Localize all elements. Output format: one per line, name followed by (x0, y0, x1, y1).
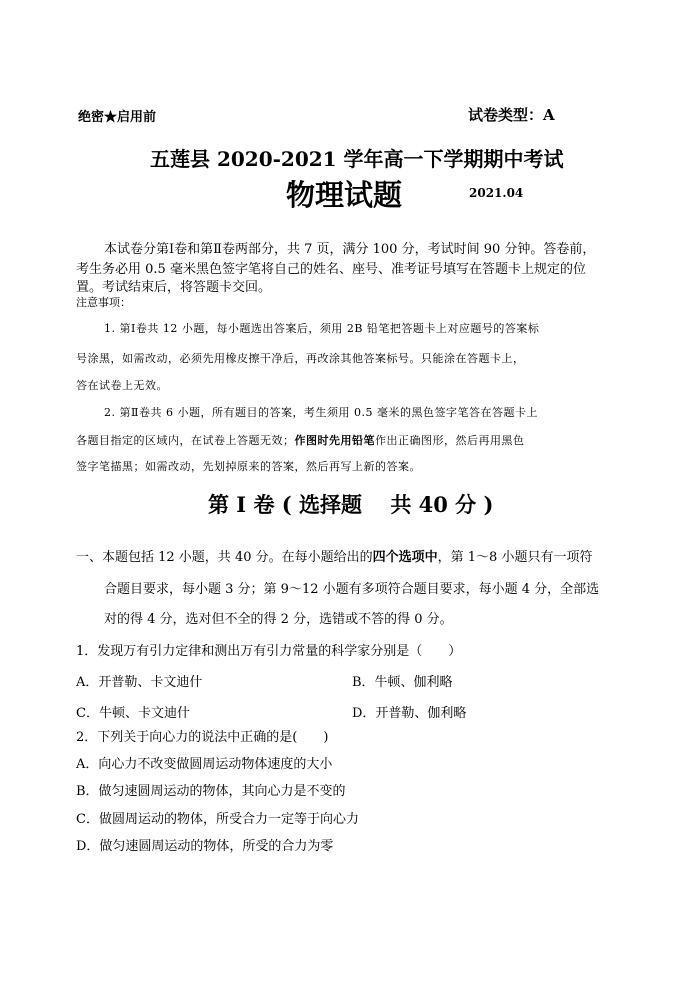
option-a: A．向心力不改变做圆周运动物体速度的大小 (76, 757, 333, 772)
notice-item-1-line-1: 1. 第Ⅰ卷共 12 小题，每小题选出答案后，须用 2B 铅笔把答题卡上对应题号的答案标 (104, 322, 540, 335)
option-b: B．牛顿、伽利略 (352, 675, 453, 690)
notice-item-2-text-c: 作出正确图形，然后再用黑色 (375, 434, 525, 447)
intro-line-1: 本试卷分第Ⅰ卷和第Ⅱ卷两部分，共 7 页，满分 100 分，考试时间 90 分钟。答卷前， (104, 242, 596, 257)
option-c: C．牛顿、卡文迪什 (76, 706, 190, 721)
intro-line-2: 考生务必用 0.5 毫米黑色签字笔将自己的姓名、座号、准考证号填写在答题卡上规定的位 (76, 262, 586, 277)
notice-item-1-line-3: 答在试卷上无效。 (76, 379, 168, 392)
section-title: 第 I 卷 ( 选择题 共 40 分 ) (208, 492, 494, 517)
instr-emphasis: 四个选项中 (372, 550, 438, 565)
instr-line-1-c: ，第 1～8 小题只有一项符 (437, 550, 593, 565)
exam-title: 五莲县 2020-2021 学年高一下学期期中考试 (150, 147, 564, 171)
secret-label: 绝密★启用前 (78, 110, 157, 125)
instr-line-3: 对的得 4 分，选对但不全的得 2 分，选错或不答的得 0 分。 (104, 612, 453, 627)
notice-item-2-emphasis: 作图时先用铅笔 (294, 434, 375, 447)
notice-item-2-text-a: 各题目指定的区域内，在试卷上答题无效； (76, 434, 295, 447)
option-d: D．开普勒、伽利略 (352, 706, 467, 721)
question-stem: 1．发现万有引力定律和测出万有引力常量的科学家分别是（ ） (76, 644, 462, 659)
exam-date: 2021.04 (469, 186, 524, 200)
subject-title: 物理试题 (286, 178, 403, 212)
notice-heading: 注意事项： (76, 296, 131, 309)
notice-item-1-line-2: 号涂黑，如需改动，必须先用橡皮擦干净后，再改涂其他答案标号。只能涂在答题卡上， (76, 352, 525, 365)
option-c: C．做圆周运动的物体，所受合力一定等于向心力 (76, 812, 359, 827)
paper-type-label: 试卷类型：A (468, 106, 555, 124)
instr-line-1 (76, 546, 592, 565)
option-a: A．开普勒、卡文迪什 (76, 675, 203, 690)
option-b: B．做匀速圆周运动的物体，其向心力是不变的 (76, 784, 346, 799)
option-d: D．做匀速圆周运动的物体，所受的合力为零 (76, 839, 334, 854)
intro-line-3: 置。考试结束后，将答题卡交回。 (76, 280, 272, 295)
notice-item-2-line-2 (76, 432, 525, 448)
instr-line-2: 合题目要求，每小题 3 分；第 9～12 小题有多项符合题目要求，每小题 4 分，全部选 (104, 582, 600, 597)
instr-line-1-a: 一、本题包括 12 小题，共 40 分。在每小题给出的 (76, 550, 373, 565)
notice-item-2-line-1: 2. 第Ⅱ卷共 6 小题，所有题目的答案，考生须用 0.5 毫米的黑色签字笔答在答题卡上 (104, 406, 538, 419)
notice-item-2-line-3: 签字笔描黑；如需改动，先划掉原来的答案，然后再写上新的答案。 (76, 460, 421, 473)
question-stem: 2．下列关于向心力的说法中正确的是( ) (76, 730, 329, 745)
